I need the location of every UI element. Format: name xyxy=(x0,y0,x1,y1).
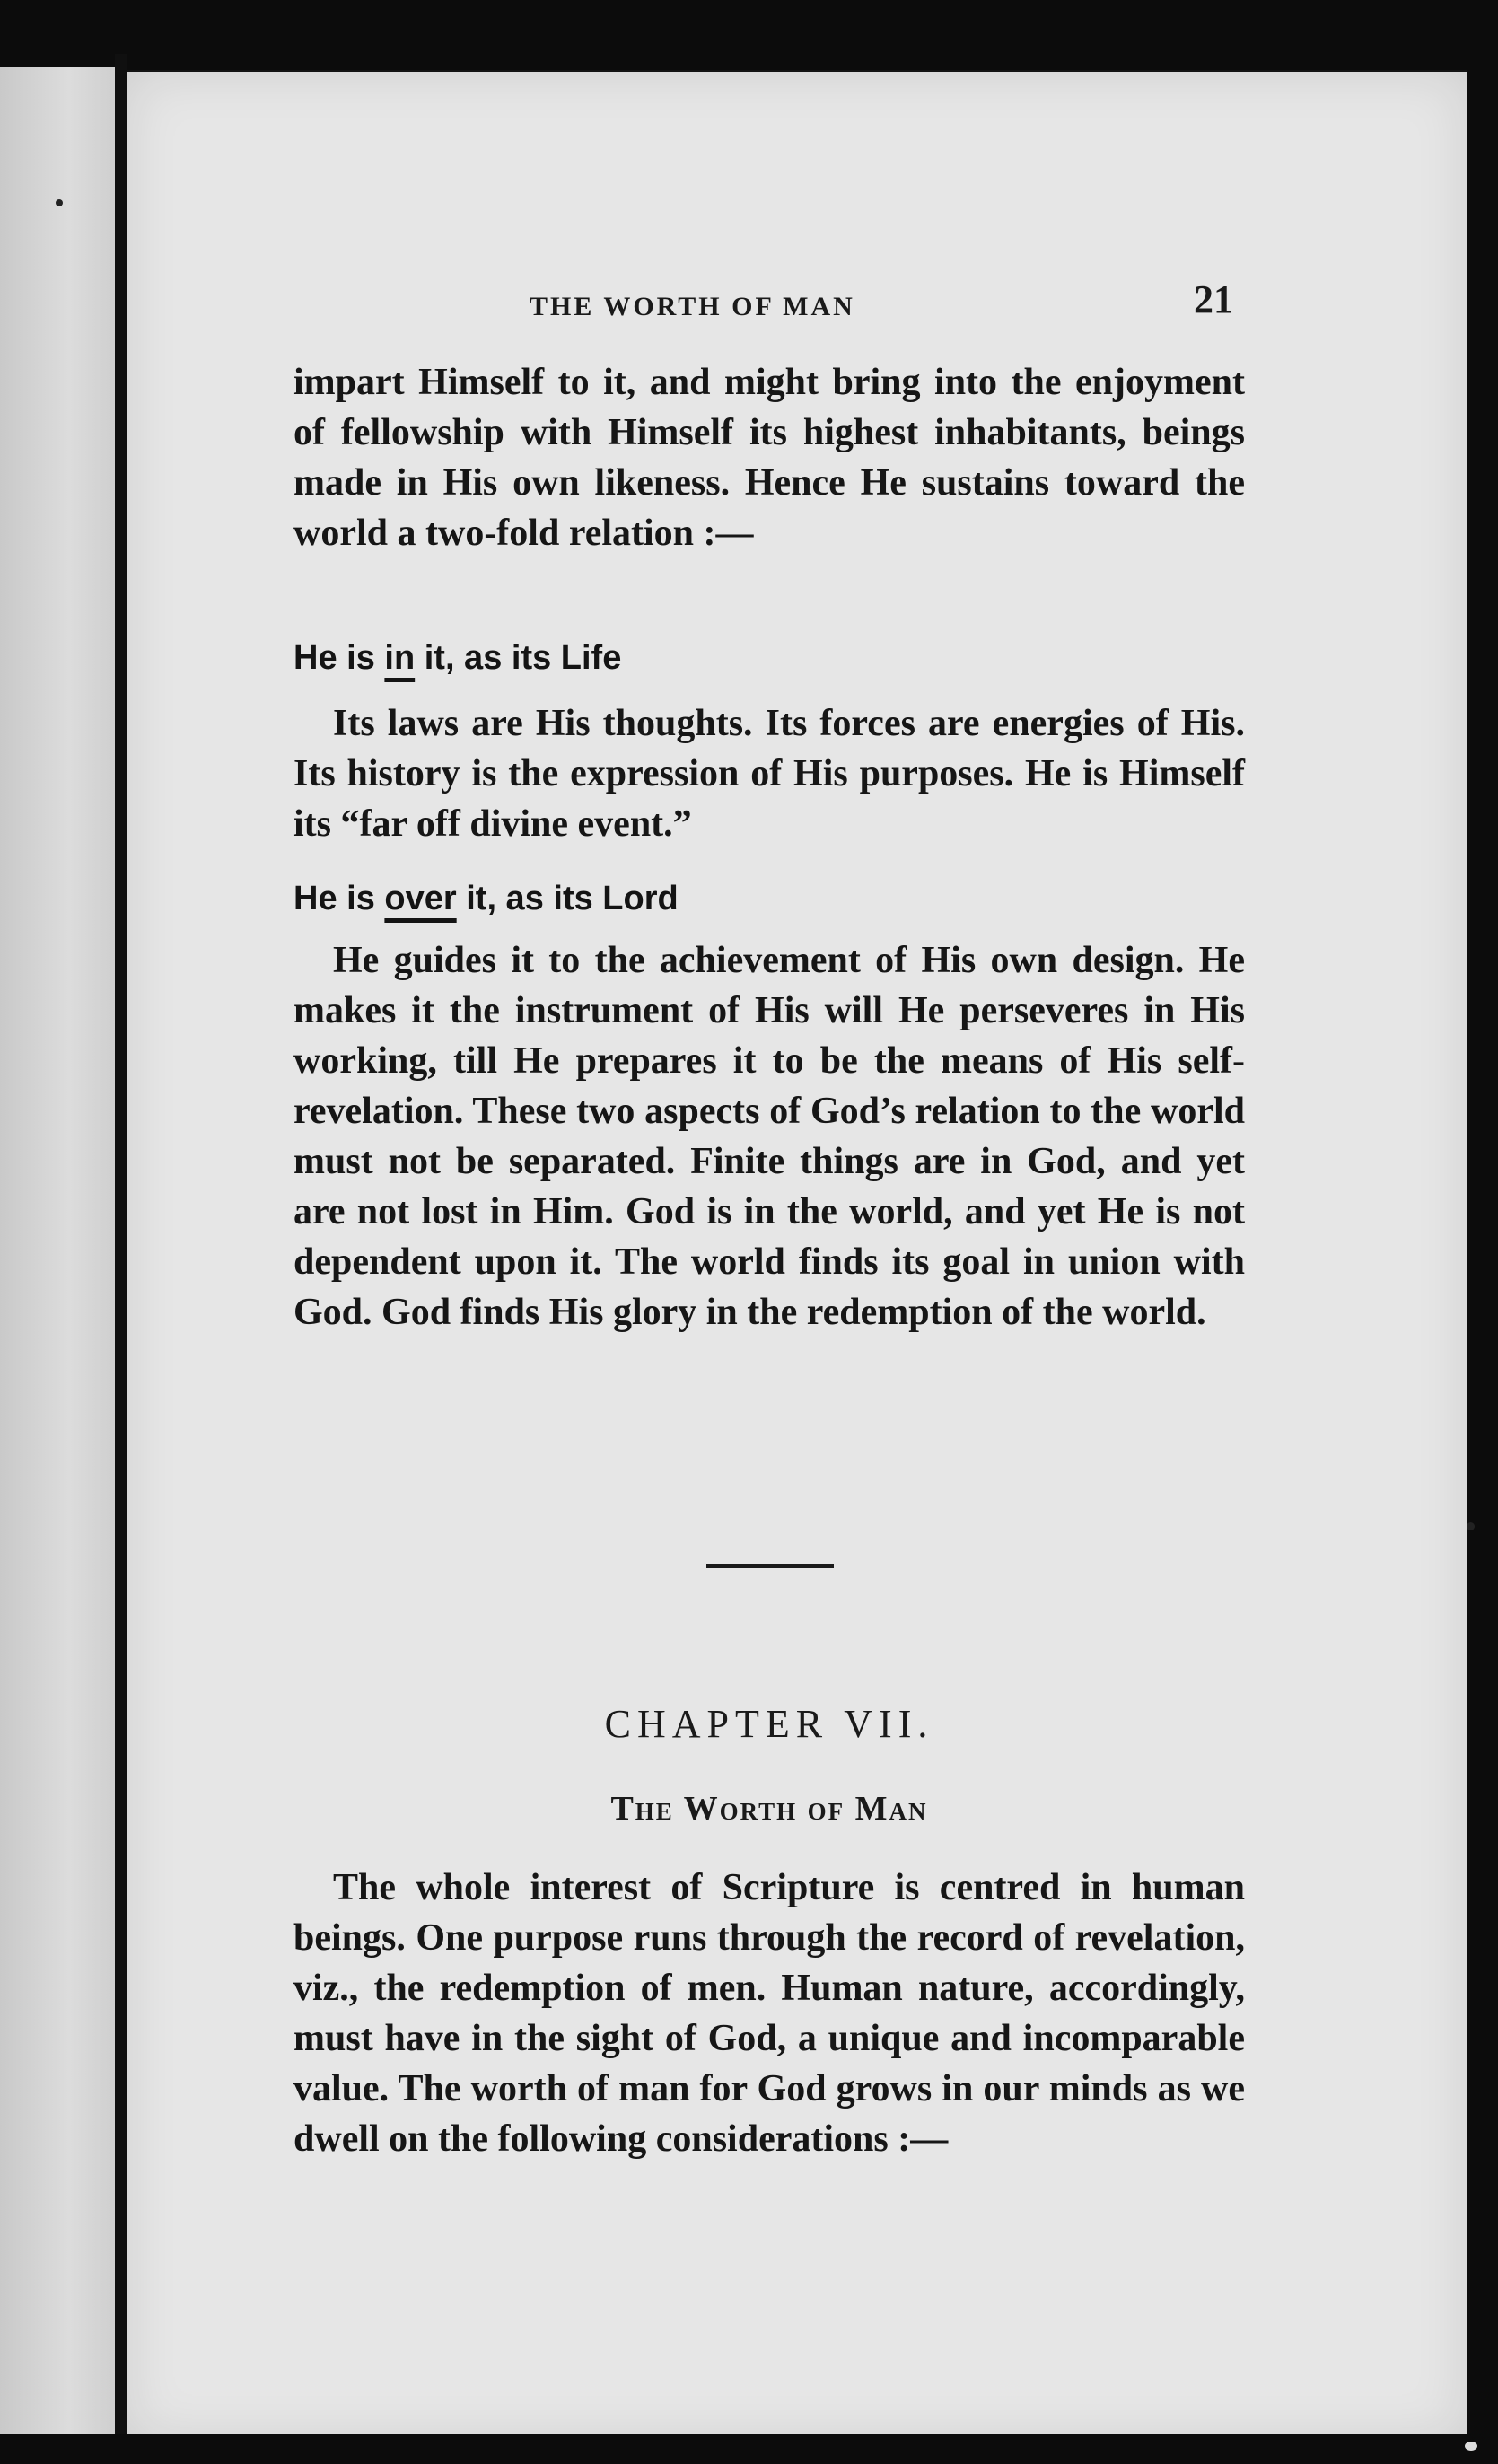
paragraph-3 xyxy=(293,935,1245,1337)
heading-lord-prefix: He is xyxy=(293,880,385,917)
page-number: 21 xyxy=(1194,277,1233,321)
scan-top-border xyxy=(0,0,1498,70)
paragraph-1-text: impart Himself to it, and might bring into the enjoyment of fellowship with Himself its highest inhabitants, beings made in His own likeness. Hence He sustains toward the world a two-fold relation :— xyxy=(293,362,1245,554)
paragraph-2-text: Its laws are His thoughts. Its forces are energies of His. Its history is the expression of His purposes. He is Himself its “far off divine event.” xyxy=(293,703,1245,845)
paragraph-4 xyxy=(293,1863,1245,2164)
scan-right-border xyxy=(1467,0,1498,2464)
heading-life-key-word: in xyxy=(384,639,416,677)
heading-life-prefix: He is xyxy=(293,639,385,677)
scan-speck xyxy=(1465,2442,1477,2451)
scan-bottom-border xyxy=(0,2434,1498,2464)
facing-page-edge xyxy=(0,67,115,2437)
paragraph-4-text: The whole interest of Scripture is centred in human beings. One purpose runs through the record of revelation, viz., the redemption of men. Human nature, accordingly, must have in the sight of God, a unique and incomparable value. The worth of man for God grows in our minds as we dwell on the following considerations :— xyxy=(293,1867,1245,2160)
running-title: THE WORTH OF MAN xyxy=(530,292,855,321)
paragraph-1 xyxy=(293,357,1245,558)
book-gutter xyxy=(115,54,127,2464)
scan-speck xyxy=(56,199,63,206)
heading-lord-key-word: over xyxy=(384,880,457,917)
heading-over-it-as-its-lord xyxy=(293,880,679,918)
heading-lord-suffix: it, as its Lord xyxy=(456,880,679,917)
scan-speck xyxy=(1467,1522,1475,1530)
paragraph-2 xyxy=(293,698,1245,849)
heading-life-suffix: it, as its Life xyxy=(415,639,622,677)
section-divider-rule xyxy=(706,1564,834,1568)
chapter-number: CHAPTER VII. xyxy=(604,1702,934,1746)
chapter-title: The Worth of Man xyxy=(610,1790,928,1828)
paragraph-3-text: He guides it to the achievement of His own design. He makes it the instrument of His will He perseveres in His working, till He prepares it to be the means of His self-revelation. These two aspects of God’s relation to the world must not be separated. Finite things are in God, and yet are not lost in Him. God is in the world, and yet He is not dependent upon it. The world finds its goal in union with God. God finds His glory in the redemption of the world. xyxy=(293,940,1245,1333)
heading-in-it-as-its-life xyxy=(293,639,621,678)
